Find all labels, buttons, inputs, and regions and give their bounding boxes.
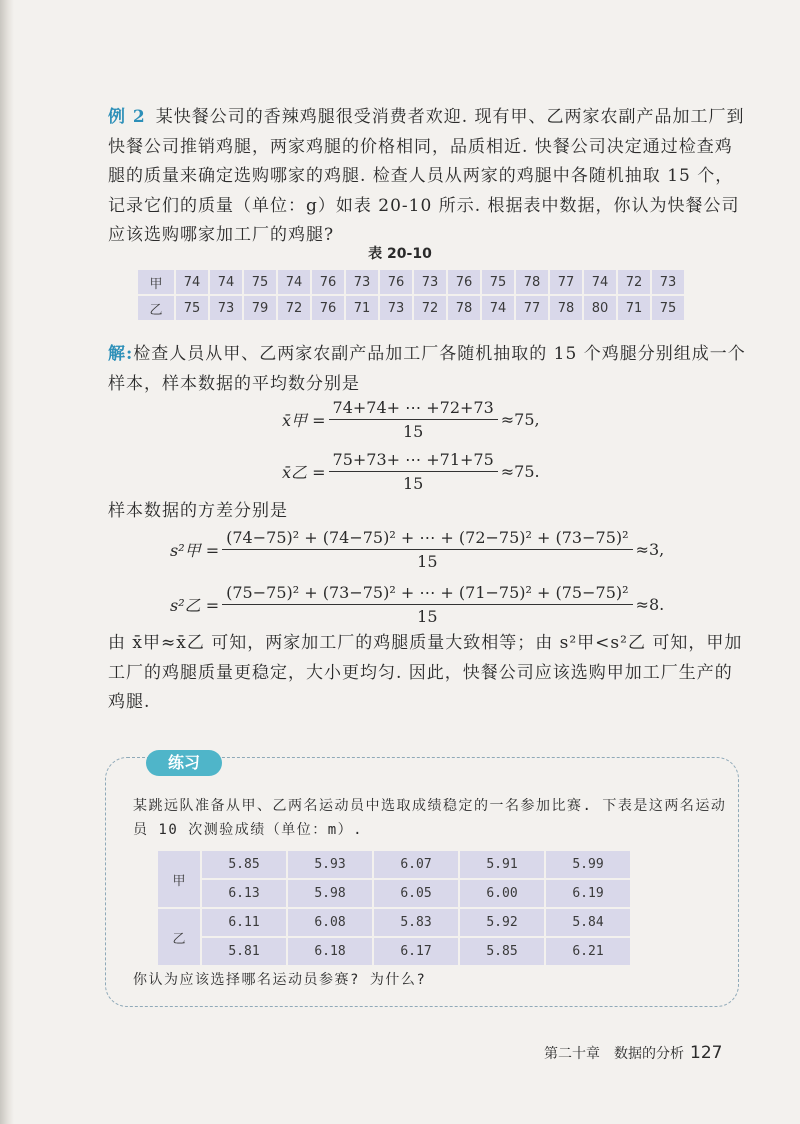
formula-lhs: s²甲 =: [170, 541, 220, 560]
table-cell: 5.92: [460, 909, 544, 936]
table-cell: 78: [516, 270, 548, 294]
table-cell: 71: [618, 296, 650, 320]
table-cell: 6.11: [202, 909, 286, 936]
solution-paragraph: [108, 340, 748, 399]
table-cell: 5.93: [288, 851, 372, 878]
table-cell: 75: [176, 296, 208, 320]
table-20-10: [136, 268, 686, 322]
table-cell: 75: [482, 270, 514, 294]
table-cell: 6.19: [546, 880, 630, 907]
table-cell: 77: [550, 270, 582, 294]
formula-lhs: x̄乙 =: [282, 463, 326, 482]
solution-text: 检查人员从甲、乙两家农副产品加工厂各随机抽取的 15 个鸡腿分别组成一个样本，样本数据的平均数分别是: [108, 344, 746, 394]
formula-denominator: 15: [417, 552, 438, 571]
formula-fraction: [329, 450, 498, 493]
table-cell: 75: [652, 296, 684, 320]
formula-fraction: [222, 528, 632, 571]
table-cell: 74: [210, 270, 242, 294]
formula-rhs: ≈75,: [500, 410, 540, 429]
table-row: [158, 851, 630, 878]
book-spine: [0, 0, 14, 1124]
table-cell: 74: [176, 270, 208, 294]
example-text: 某快餐公司的香辣鸡腿很受消费者欢迎. 现有甲、乙两家农副产品加工厂到快餐公司推销鸡腿，两家鸡腿的价格相同，品质相近. 快餐公司决定通过检查鸡腿的质量来确定选购哪家的鸡腿. 检查人员从两家的鸡腿中各随机抽取 15 个，记录它们的质量（单位：g）如表 20-10 所示. 根据表中数据，你认为快餐公司应该选购哪家加工厂的鸡腿?: [108, 107, 745, 245]
table-cell: 73: [346, 270, 378, 294]
example-label: 例 2: [108, 107, 146, 127]
conclusion-paragraph: 由 x̄甲≈x̄乙 可知，两家加工厂的鸡腿质量大致相等；由 s²甲<s²乙 可知，甲加工厂的鸡腿质量更稳定，大小更均匀. 因此，快餐公司应该选购甲加工厂生产的鸡腿.: [108, 633, 743, 712]
table-cell: 72: [278, 296, 310, 320]
solution-label: 解:: [108, 344, 134, 364]
table-cell: 6.00: [460, 880, 544, 907]
table-cell: 72: [618, 270, 650, 294]
formula-denominator: 15: [402, 422, 424, 441]
formula-lhs: x̄甲 =: [282, 411, 326, 430]
table-cell: 6.07: [374, 851, 458, 878]
table-cell: 5.85: [202, 851, 286, 878]
formula-numerator: (75−75)² + (73−75)² + ⋯ + (71−75)² + (75−75)²: [222, 583, 632, 605]
table-cell: 76: [448, 270, 480, 294]
table-cell: 76: [380, 270, 412, 294]
table-cell: 73: [210, 296, 242, 320]
example-paragraph: [108, 103, 748, 251]
exercise-question: 你认为应该选择哪名运动员参赛? 为什么?: [133, 972, 427, 988]
row-label: 甲: [138, 270, 174, 294]
table-caption: 表 20-10: [368, 246, 432, 262]
formula-lhs: s²乙 =: [170, 596, 220, 615]
table-cell: 78: [550, 296, 582, 320]
table-cell: 6.13: [202, 880, 286, 907]
variance-intro: 样本数据的方差分别是: [108, 501, 288, 521]
formula-rhs: ≈3,: [635, 540, 665, 559]
exercise-table: [156, 849, 632, 967]
table-cell: 78: [448, 296, 480, 320]
table-cell: 6.05: [374, 880, 458, 907]
page-number: 127: [690, 1043, 723, 1063]
table-cell: 5.98: [288, 880, 372, 907]
mean-a-formula: [282, 398, 540, 441]
row-label: 甲: [158, 851, 200, 907]
chapter-title: 第二十章 数据的分析: [544, 1046, 684, 1062]
table-cell: 5.99: [546, 851, 630, 878]
formula-numerator: (74−75)² + (74−75)² + ⋯ + (72−75)² + (73−75)²: [222, 528, 632, 550]
table-cell: 73: [414, 270, 446, 294]
variance-a-formula: [170, 528, 664, 571]
table-row-b: [138, 296, 684, 320]
table-cell: 76: [312, 270, 344, 294]
formula-fraction: [329, 398, 498, 441]
row-label: 乙: [138, 296, 174, 320]
exercise-title-badge: 练习: [146, 750, 222, 776]
table-cell: 6.18: [288, 938, 372, 965]
table-row: [158, 909, 630, 936]
table-cell: 73: [652, 270, 684, 294]
table-cell: 80: [584, 296, 616, 320]
formula-denominator: 15: [417, 607, 438, 626]
exercise-text: 某跳远队准备从甲、乙两名运动员中选取成绩稳定的一名参加比赛. 下表是这两名运动员 10 次测验成绩（单位：m）.: [133, 798, 727, 838]
page-footer: [544, 1043, 722, 1063]
formula-rhs: ≈75.: [500, 462, 540, 481]
table-cell: 5.84: [546, 909, 630, 936]
table-cell: 71: [346, 296, 378, 320]
formula-fraction: [222, 583, 632, 626]
table-cell: 5.83: [374, 909, 458, 936]
table-cell: 74: [482, 296, 514, 320]
table-row-a: [138, 270, 684, 294]
table-cell: 5.91: [460, 851, 544, 878]
table-row: [158, 938, 630, 965]
table-cell: 76: [312, 296, 344, 320]
table-row: [158, 880, 630, 907]
formula-denominator: 15: [402, 474, 424, 493]
mean-b-formula: [282, 450, 540, 493]
table-cell: 74: [584, 270, 616, 294]
table-cell: 77: [516, 296, 548, 320]
table-cell: 5.85: [460, 938, 544, 965]
table-cell: 6.21: [546, 938, 630, 965]
table-cell: 5.81: [202, 938, 286, 965]
table-cell: 79: [244, 296, 276, 320]
formula-numerator: 75+73+ ⋯ +71+75: [329, 450, 498, 472]
table-cell: 72: [414, 296, 446, 320]
formula-rhs: ≈8.: [635, 595, 665, 614]
table-cell: 6.08: [288, 909, 372, 936]
table-cell: 6.17: [374, 938, 458, 965]
table-cell: 75: [244, 270, 276, 294]
variance-b-formula: [170, 583, 664, 626]
table-cell: 73: [380, 296, 412, 320]
formula-numerator: 74+74+ ⋯ +72+73: [329, 398, 498, 420]
table-cell: 74: [278, 270, 310, 294]
row-label: 乙: [158, 909, 200, 965]
